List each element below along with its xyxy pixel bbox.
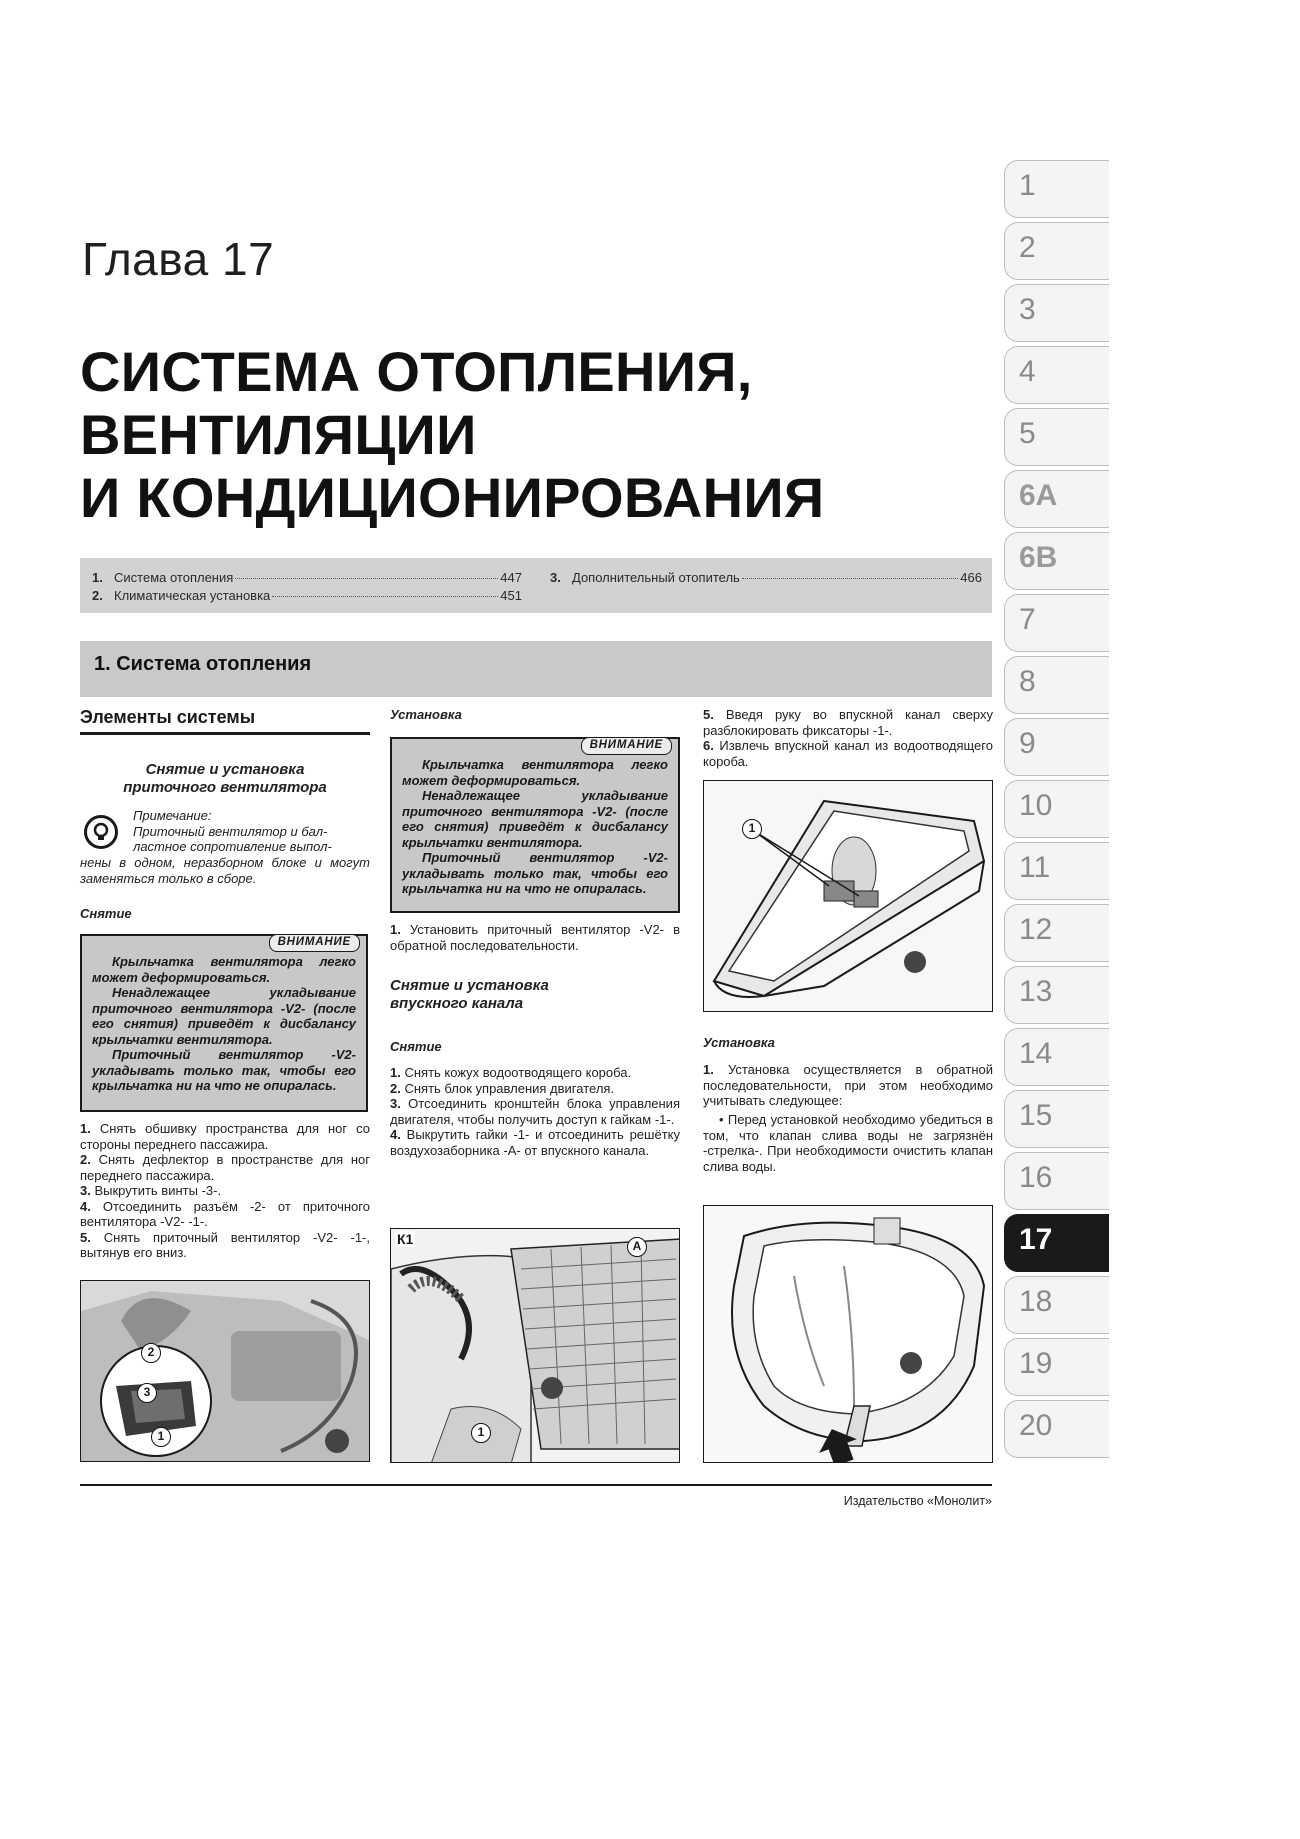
toc-leader [272, 596, 498, 597]
warning-text: Ненадлежащее укладывание приточного вентилятора -V2- (после его снятия) приведёт к дисбалансу крыльчатки вентилятора. [92, 985, 356, 1047]
note-icon [84, 815, 118, 849]
chapter-tab-label: 14 [1019, 1037, 1053, 1070]
step-text: Извлечь впускной канал из водоотводящего короба. [703, 738, 993, 769]
fan-subheading-line-2: приточного вентилятора [123, 779, 327, 796]
intake-subheading [390, 977, 680, 1013]
intake-removal-steps [390, 1065, 680, 1158]
chapter-tab-label: 2 [1019, 231, 1036, 264]
chapter-label: Глава 17 [82, 233, 275, 285]
chapter-tab-label: 6B [1019, 541, 1058, 574]
chapter-tab-label: 7 [1019, 603, 1036, 636]
toc-page: 451 [500, 588, 522, 603]
installation-label: Установка [703, 1035, 775, 1050]
warning-text: Крыльчатка вентилятора легко может деформироваться. [92, 954, 356, 985]
note-line-2: ластное сопротивление выпол- [133, 839, 332, 854]
chapter-tab-16[interactable] [1004, 1152, 1109, 1210]
section-title: 1. Система отопления [94, 653, 312, 675]
step-text: Снять блок управления двигателя. [404, 1080, 615, 1096]
step-text: Снять приточный вентилятор -V2- -1-, вытянув его вниз. [80, 1229, 370, 1260]
step-text: Выкрутить гайки -1- и отсоединить решётку воздухозаборника -A- от впускного канала. [390, 1127, 680, 1158]
step-number: 4. [390, 1127, 401, 1142]
toc-page: 447 [500, 570, 522, 585]
warning-text: Приточный вентилятор -V2- укладывать только так, чтобы его крыльчатка ни на что не опиралась. [92, 1047, 356, 1093]
note-line-1: Приточный вентилятор и бал- [133, 823, 328, 839]
step-item [390, 1081, 680, 1097]
toc-entry[interactable] [550, 570, 982, 585]
toc-number: 3. [550, 570, 561, 585]
toc-page: 466 [960, 570, 982, 585]
intake-install-step [703, 1062, 993, 1109]
toc-label: Система отопления [114, 570, 234, 585]
chapter-tab-20[interactable] [1004, 1400, 1109, 1458]
step-number: 2. [390, 1080, 401, 1096]
chapter-tab-label: 13 [1019, 975, 1053, 1008]
chapter-tab-6b[interactable] [1004, 532, 1109, 590]
step-item [80, 1183, 370, 1199]
step-number: 2. [80, 1152, 91, 1167]
footer-rule [80, 1484, 992, 1486]
chapter-tab-9[interactable] [1004, 718, 1109, 776]
removal-label: Снятие [80, 906, 132, 921]
fan-install-step [390, 922, 680, 953]
publisher-logo-icon [904, 951, 926, 973]
title-line-1: СИСТЕМА ОТОПЛЕНИЯ, [80, 340, 753, 403]
chapter-tab-label: 10 [1019, 789, 1053, 822]
step-text: Отсоединить кронштейн блока управления двигателя, чтобы получить доступ к гайкам -1-. [390, 1096, 680, 1127]
fan-subheading-line-1: Снятие и установка [145, 761, 305, 778]
step-item [390, 1096, 680, 1127]
chapter-tab-13[interactable] [1004, 966, 1109, 1024]
chapter-tab-7[interactable] [1004, 594, 1109, 652]
callout-1: 1 [471, 1423, 491, 1443]
drain-valve-figure [703, 1205, 993, 1463]
step-text: Выкрутить винты -3-. [94, 1183, 222, 1198]
chapter-tab-label: 19 [1019, 1347, 1053, 1380]
warning-box [80, 934, 368, 1112]
chapter-tab-label: 11 [1019, 851, 1051, 884]
callout-1: 1 [742, 819, 762, 839]
fan-subheading [80, 761, 370, 797]
fan-location-figure [80, 1280, 370, 1462]
intake-duct-figure [703, 780, 993, 1012]
step-number: 5. [80, 1229, 91, 1245]
callout-3: 3 [137, 1383, 157, 1403]
warning-text: Приточный вентилятор -V2- укладывать только так, чтобы его крыльчатка ни на что не опиралась. [402, 850, 668, 896]
publisher-logo-icon [541, 1377, 563, 1399]
step-number: 3. [390, 1096, 401, 1111]
toc-leader [742, 578, 958, 579]
warning-text: Ненадлежащее укладывание приточного вентилятора -V2- (после его снятия) приведёт к дисбалансу крыльчатки вентилятора. [402, 788, 668, 850]
step-text: Снять дефлектор в пространстве для ног переднего пассажира. [80, 1152, 370, 1183]
chapter-tab-8[interactable] [1004, 656, 1109, 714]
chapter-tab-5[interactable] [1004, 408, 1109, 466]
chapter-tab-10[interactable] [1004, 780, 1109, 838]
step-number: 1. [390, 922, 401, 937]
publisher-logo-icon [325, 1429, 349, 1453]
step-text: Установка осуществляется в обратной последовательности, при этом необходимо учитывать следующее: [703, 1062, 993, 1108]
toc-entry[interactable] [92, 570, 522, 585]
chapter-tab-label: 6A [1019, 479, 1058, 512]
step-number: 5. [703, 707, 714, 722]
chapter-tab-label: 20 [1019, 1409, 1053, 1442]
warning-box [390, 737, 680, 913]
installation-label: Установка [390, 707, 462, 722]
chapter-tab-label: 8 [1019, 665, 1036, 698]
chapter-tab-label: 5 [1019, 417, 1036, 450]
fan-removal-steps [80, 1121, 370, 1261]
callout-a: A [627, 1237, 647, 1257]
step-number: 6. [703, 738, 714, 753]
table-of-contents [80, 558, 992, 613]
page-title [80, 340, 980, 529]
chapter-tab-label: 15 [1019, 1099, 1053, 1132]
toc-label: Дополнительный отопитель [572, 570, 740, 585]
chapter-tab-15[interactable] [1004, 1090, 1109, 1148]
chapter-tab-11[interactable] [1004, 842, 1109, 900]
publisher-logo-icon [900, 1352, 922, 1374]
chapter-tab-18[interactable] [1004, 1276, 1109, 1334]
step-item [80, 1230, 370, 1261]
step-item [703, 738, 993, 769]
bullet-icon: • [719, 1112, 724, 1127]
chapter-tab-4[interactable] [1004, 346, 1109, 404]
callout-2: 2 [141, 1343, 161, 1363]
intake-grille-figure [390, 1228, 680, 1463]
step-text: Установить приточный вентилятор -V2- в обратной последовательности. [390, 922, 680, 953]
step-item [703, 707, 993, 738]
chapter-tab-label: 18 [1019, 1285, 1053, 1318]
title-line-3: И КОНДИЦИОНИРОВАНИЯ [80, 466, 825, 529]
title-line-2: ВЕНТИЛЯЦИИ [80, 403, 477, 466]
toc-leader [235, 578, 498, 579]
removal-label: Снятие [390, 1039, 442, 1054]
chapter-tab-6a[interactable] [1004, 470, 1109, 528]
chapter-tab-17[interactable] [1004, 1214, 1109, 1272]
chapter-tab-1[interactable] [1004, 160, 1109, 218]
chapter-tab-12[interactable] [1004, 904, 1109, 962]
chapter-tab-14[interactable] [1004, 1028, 1109, 1086]
toc-number: 2. [92, 588, 103, 603]
chapter-tab-2[interactable] [1004, 222, 1109, 280]
step-number: 4. [80, 1198, 91, 1214]
step-text: Введя руку во впускной канал сверху разблокировать фиксаторы -1-. [703, 707, 993, 738]
chapter-tab-label: 1 [1019, 169, 1036, 202]
figure-tag: К1 [397, 1231, 414, 1247]
chapter-tab-label: 3 [1019, 293, 1036, 326]
install-bullet [703, 1112, 993, 1174]
intake-subheading-line-2: впускного канала [390, 995, 524, 1012]
chapter-tab-19[interactable] [1004, 1338, 1109, 1396]
chapter-tab-label: 17 [1019, 1223, 1053, 1256]
step-number: 3. [80, 1183, 91, 1198]
callout-1: 1 [151, 1427, 171, 1447]
chapter-tab-label: 4 [1019, 355, 1036, 388]
step-text: Отсоединить разъём -2- от приточного вентилятора -V2- -1-. [80, 1198, 370, 1229]
intake-removal-steps-cont [703, 707, 993, 769]
publisher-footer: Издательство «Монолит» [843, 1494, 992, 1508]
intake-subheading-line-1: Снятие и установка [390, 977, 549, 994]
step-number: 1. [80, 1121, 91, 1136]
note-line-3: нены в одном, неразборном блоке и могут заменяться только в сборе. [80, 855, 370, 886]
step-item [80, 1199, 370, 1230]
chapter-tab-label: 12 [1019, 913, 1053, 946]
toc-label: Климатическая установка [114, 588, 271, 603]
step-number: 1. [703, 1062, 714, 1077]
note-label: Примечание: [133, 808, 212, 823]
step-number: 1. [390, 1065, 401, 1080]
chapter-tab-label: 16 [1019, 1161, 1053, 1194]
warning-badge: ВНИМАНИЕ [269, 934, 360, 952]
warning-text: Крыльчатка вентилятора легко может деформироваться. [402, 757, 668, 788]
note-block [133, 808, 370, 855]
chapter-tab-3[interactable] [1004, 284, 1109, 342]
step-text: Снять обшивку пространства для ног со стороны переднего пассажира. [80, 1121, 370, 1152]
warning-badge: ВНИМАНИЕ [581, 737, 672, 755]
section-header [80, 641, 992, 697]
chapter-tab-label: 9 [1019, 727, 1036, 760]
step-text: Снять кожух водоотводящего короба. [404, 1065, 632, 1080]
system-elements-heading: Элементы системы [80, 707, 370, 735]
step-item [390, 1127, 680, 1158]
toc-entry[interactable] [92, 588, 522, 603]
step-item [80, 1152, 370, 1183]
bullet-text: Перед установкой необходимо убедиться в том, что клапан слива воды не загрязнён -стрелка-. При необходимости очистить клапан слива воды. [703, 1112, 993, 1174]
step-item [80, 1121, 370, 1152]
step-item [390, 1065, 680, 1081]
toc-number: 1. [92, 570, 103, 585]
